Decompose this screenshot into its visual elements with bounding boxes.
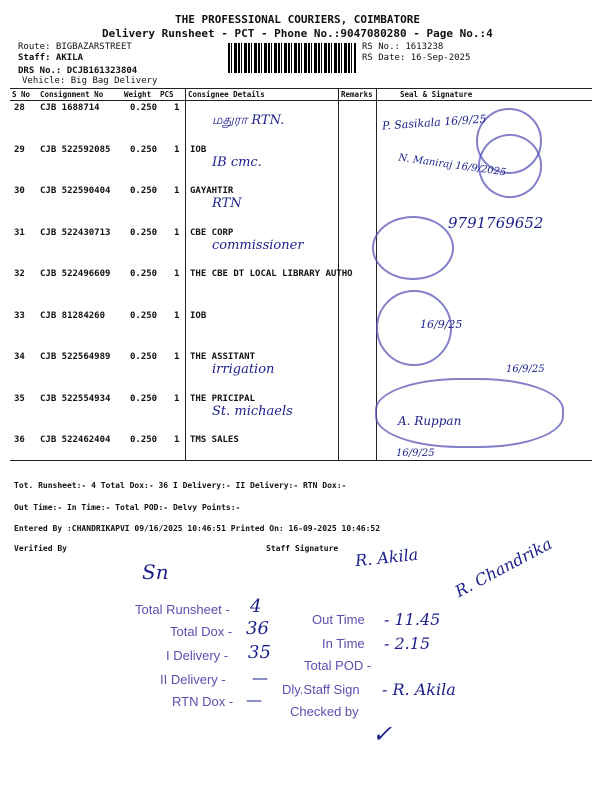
route: Route: BIGBAZARSTREET xyxy=(18,42,132,52)
row-sno: 33 xyxy=(14,311,25,321)
doc-title: THE PROFESSIONAL COURIERS, COIMBATORE xyxy=(175,13,421,26)
row-handwritten-note: RTN xyxy=(212,196,242,211)
rs-date: RS Date: 16-Sep-2025 xyxy=(362,53,471,63)
row-pcs: 1 xyxy=(174,394,180,404)
row-consignment-no: CJB 522554934 xyxy=(40,394,111,404)
row-handwritten-note: மதுரா RTN. xyxy=(212,113,285,128)
row-consignee: THE CBE DT LOCAL LIBRARY AUTHO xyxy=(190,269,353,279)
totals-line-2: Out Time:- In Time:- Total POD:- Delvy Points:- xyxy=(14,503,241,512)
row-sno: 29 xyxy=(14,145,25,155)
row-handwritten-note: irrigation xyxy=(212,362,275,377)
row-sno: 36 xyxy=(14,435,25,445)
row-consignee: TMS SALES xyxy=(190,435,239,445)
row-pcs: 1 xyxy=(174,311,180,321)
row-consignee: THE ASSITANT xyxy=(190,352,256,362)
row-consignment-no: CJB 522496609 xyxy=(40,269,111,279)
col-header-weight: Weight xyxy=(124,90,152,99)
hw-out-time: - 11.45 xyxy=(384,610,441,629)
col-header-consignment: Consignment No xyxy=(40,90,104,99)
stamp-total-runsheet: Total Runsheet - xyxy=(135,602,230,617)
hw-staff-sign: - R. Akila xyxy=(382,680,456,699)
row-sno: 31 xyxy=(14,228,25,238)
col-header-consignee: Consignee Details xyxy=(188,90,265,99)
row-handwritten-note: St. michaels xyxy=(212,404,293,419)
row-consignment-no: CJB 522430713 xyxy=(40,228,111,238)
verified-signature: Sn xyxy=(142,560,169,584)
row-sno: 34 xyxy=(14,352,25,362)
hw-rtn-dox: — xyxy=(246,690,262,709)
col-header-remarks: Remarks xyxy=(341,90,373,99)
row-pcs: 1 xyxy=(174,269,180,279)
school-stamp xyxy=(375,378,564,448)
stamp-total-pod: Total POD - xyxy=(304,658,372,673)
row-pcs: 1 xyxy=(174,145,180,155)
row-handwritten-note: IB cmc. xyxy=(212,155,262,170)
row-consignee: THE PRICIPAL xyxy=(190,394,256,404)
table-top-rule xyxy=(10,88,592,89)
stamp-dly-staff-sign: Dly.Staff Sign xyxy=(282,682,360,697)
row-pcs: 1 xyxy=(174,103,180,113)
hw-checked-by-tick: ✓ xyxy=(372,720,393,748)
row-weight: 0.250 xyxy=(130,269,158,279)
row-weight: 0.250 xyxy=(130,228,158,238)
totals-line-1: Tot. Runsheet:- 4 Total Dox:- 36 I Delivery:- II Delivery:- RTN Dox:- xyxy=(14,481,347,490)
signature-row-31: 9791769652 xyxy=(448,214,544,232)
row-consignment-no: CJB 522462404 xyxy=(40,435,111,445)
row-weight: 0.250 xyxy=(130,145,158,155)
row-pcs: 1 xyxy=(174,228,180,238)
row-consignment-no: CJB 522592085 xyxy=(40,145,111,155)
verified-by-label: Verified By xyxy=(14,544,67,553)
row-weight: 0.250 xyxy=(130,311,158,321)
entered-by: Entered By :CHANDRIKAPVI 09/16/2025 10:46:51 Printed On: 16-09-2025 10:46:52 xyxy=(14,524,381,533)
row-consignment-no: CJB 81284260 xyxy=(40,311,106,321)
barcode xyxy=(228,43,356,73)
signature-row-34: 16/9/25 xyxy=(506,364,545,375)
row-pcs: 1 xyxy=(174,352,180,362)
row-consignment-no: CJB 1688714 xyxy=(40,103,100,113)
row-sno: 30 xyxy=(14,186,25,196)
drs-no: DRS No.: DCJB161323804 xyxy=(18,66,138,76)
row-weight: 0.250 xyxy=(130,103,158,113)
staff-signature-chandrika: R. Chandrika xyxy=(451,534,556,601)
stamp-rtn-dox: RTN Dox - xyxy=(172,694,234,709)
stamp-i-delivery: I Delivery - xyxy=(166,648,229,663)
stamp-in-time: In Time xyxy=(322,636,365,651)
staff-signature-label: Staff Signature xyxy=(266,544,339,553)
row-sno: 28 xyxy=(14,103,25,113)
signature-row-35: A. Ruppan xyxy=(398,414,462,428)
signature-row-28: P. Sasikala 16/9/25 xyxy=(381,112,487,133)
col-header-pcs: PCS xyxy=(160,90,174,99)
table-bottom-rule xyxy=(10,460,592,461)
signature-row-36: 16/9/25 xyxy=(396,448,435,459)
hw-in-time: - 2.15 xyxy=(384,634,431,653)
signature-row-33: 16/9/25 xyxy=(420,318,463,331)
staff-signature-akila: R. Akila xyxy=(354,544,420,571)
hw-ii-delivery: — xyxy=(252,668,268,687)
col-header-sno: S No xyxy=(12,90,31,99)
col-header-seal: Seal & Signature xyxy=(400,90,473,99)
row-consignment-no: CJB 522590404 xyxy=(40,186,111,196)
hw-total-dox: 36 xyxy=(246,618,269,639)
corp-stamp xyxy=(372,216,454,280)
row-consignee: IOB xyxy=(190,145,207,155)
row-pcs: 1 xyxy=(174,186,180,196)
row-consignee: GAYAHTIR xyxy=(190,186,234,196)
staff: Staff: AKILA xyxy=(18,53,84,63)
row-consignee: CBE CORP xyxy=(190,228,234,238)
col-divider xyxy=(185,88,186,460)
signature-row-29: N. Maniraj 16/9/2025 xyxy=(397,152,507,179)
stamp-out-time: Out Time xyxy=(312,612,365,627)
row-sno: 35 xyxy=(14,394,25,404)
hw-i-delivery: 35 xyxy=(248,642,271,663)
row-pcs: 1 xyxy=(174,435,180,445)
row-weight: 0.250 xyxy=(130,186,158,196)
row-weight: 0.250 xyxy=(130,394,158,404)
row-weight: 0.250 xyxy=(130,352,158,362)
row-sno: 32 xyxy=(14,269,25,279)
hw-total-runsheet: 4 xyxy=(250,596,262,617)
vehicle: Vehicle: Big Bag Delivery xyxy=(22,76,158,86)
row-consignee: IOB xyxy=(190,311,207,321)
rs-no: RS No.: 1613238 xyxy=(362,42,444,52)
row-weight: 0.250 xyxy=(130,435,158,445)
stamp-ii-delivery: II Delivery - xyxy=(160,672,226,687)
row-handwritten-note: commissioner xyxy=(212,238,304,253)
stamp-checked-by: Checked by xyxy=(290,704,359,719)
header-rule xyxy=(10,100,592,101)
doc-subtitle: Delivery Runsheet - PCT - Phone No.:9047080280 - Page No.:4 xyxy=(102,27,493,40)
stamp-total-dox: Total Dox - xyxy=(170,624,233,639)
row-consignment-no: CJB 522564989 xyxy=(40,352,111,362)
